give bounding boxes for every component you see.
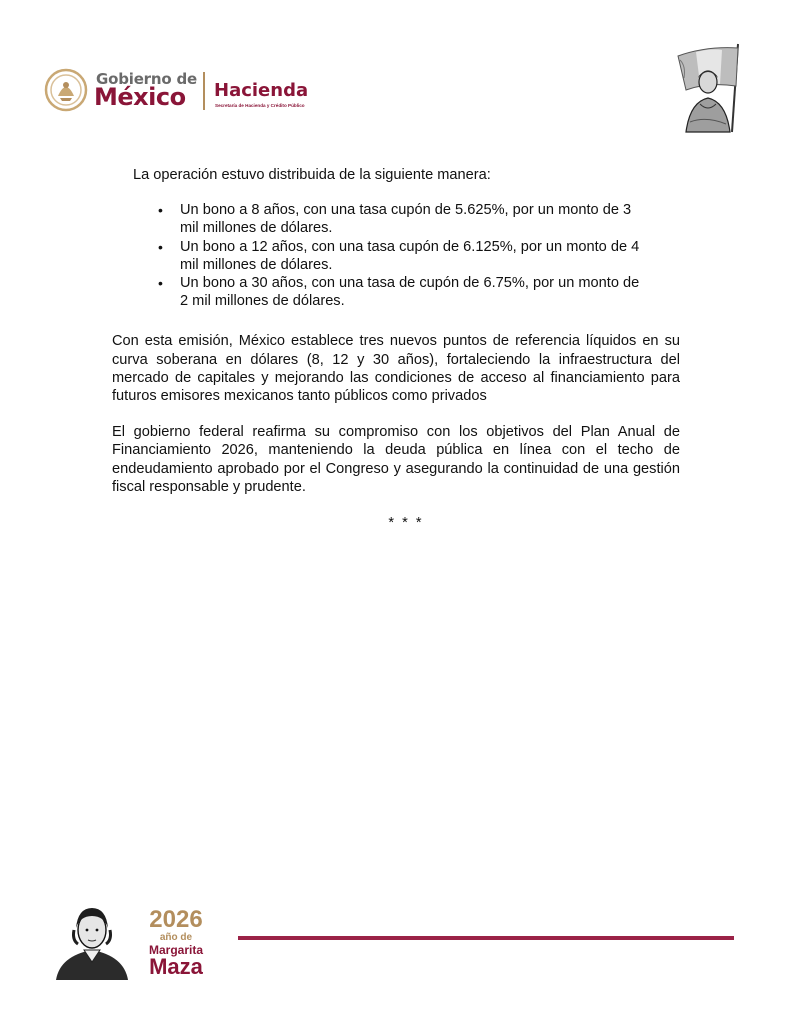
year-of-margarita-maza-logo	[136, 908, 216, 978]
logo-divider	[203, 72, 205, 110]
bond-list	[112, 201, 680, 310]
footer-subtitle: año de	[159, 932, 193, 943]
paragraph-commitment: El gobierno federal reafirma su compromiso con los objetivos del Plan Anual de Financiamiento 2026, manteniendo la deuda pública en línea con el techo de endeudamiento aprobado por el Congreso y asegurando la continuidad de una gestión fiscal responsable y prudente.	[112, 424, 680, 495]
bond-text: Un bono a 12 años, con una tasa cupón de 6.125%, por un monto de 4 mil millones de dólares.	[180, 238, 640, 273]
section-separator: * * *	[388, 515, 424, 532]
gobierno-de-text: Gobierno de	[96, 70, 197, 88]
document-body	[112, 166, 680, 532]
bond-text: Un bono a 30 años, con una tasa de cupón de 6.75%, por un monto de 2 mil millones de dólares.	[180, 275, 640, 310]
mexico-text: México	[94, 83, 186, 111]
bond-text: Un bono a 8 años, con una tasa cupón de 5.625%, por un monto de 3 mil millones de dólares.	[180, 202, 632, 237]
footer-year: 2026	[149, 906, 203, 933]
list-item	[112, 238, 640, 274]
intro-text: La operación estuvo distribuida de la siguiente manera:	[133, 167, 491, 183]
footer-name-last: Maza	[149, 954, 203, 979]
footer-divider-line	[238, 936, 734, 940]
coat-of-arms-icon	[44, 68, 88, 112]
bullet-icon: •	[158, 275, 163, 292]
list-item	[112, 201, 640, 237]
list-item	[112, 274, 640, 310]
margarita-maza-portrait-illustration	[50, 900, 134, 980]
hacienda-text: Hacienda	[214, 80, 309, 101]
secretaria-text: Secretaría de Hacienda y Crédito Público	[215, 103, 305, 108]
footer-name-first: Margarita	[148, 943, 204, 957]
bullet-icon: •	[158, 202, 163, 219]
bullet-icon: •	[158, 238, 163, 255]
header-logo	[44, 66, 334, 114]
paragraph-emission: Con esta emisión, México establece tres nuevos puntos de referencia líquidos en su curva soberana en dólares (8, 12 y 30 años), fortaleciendo la infraestructura del mercado de capitales y mejorando las condiciones de acceso al financiamiento para futuros emisores mexicanos tanto públicos como privados	[112, 333, 680, 405]
woman-with-flag-illustration	[656, 42, 748, 134]
